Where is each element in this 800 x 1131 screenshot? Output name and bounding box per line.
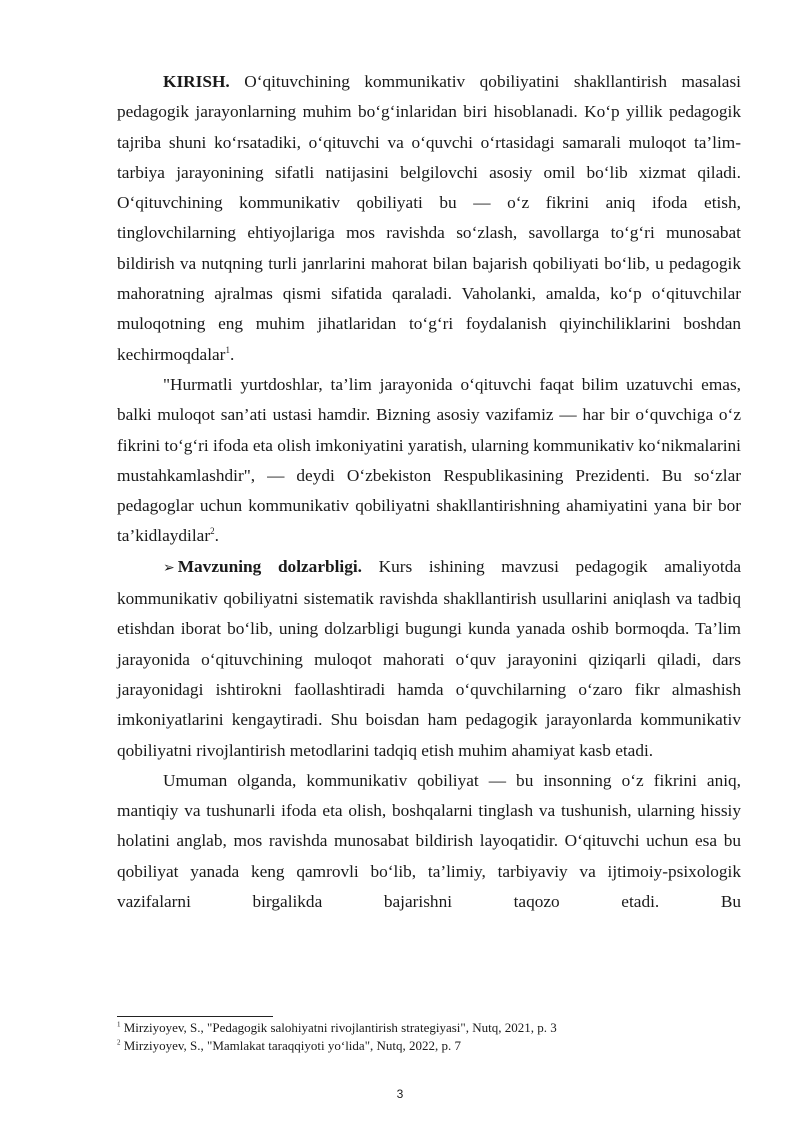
footnote-number: 1 [117,1020,121,1029]
footnote-text: Mirziyoyev, S., "Pedagogik salohiyatni rivojlantirish strategiyasi", Nutq, 2021, p. 3 [123,1020,557,1035]
paragraph-text: "Hurmatli yurtdoshlar, ta’lim jarayonida o‘qituvchi faqat bilim uzatuvchi emas, balki muloqot san’ati ustasi hamdir. Bizning asosiy vazifamiz — har bir o‘quvchiga o‘z fikrini to‘g‘ri ifoda eta olish imkoniyatini yaratish, ularning kommunikativ ko‘nikmalarini mustahkamlashdir", — deydi O‘zbekiston Respublikasining Prezidenti. Bu so‘zlar pedagoglar uchun kommunikativ qobiliyatni shakllantirishning ahamiyatini yana bir bor ta’kidlaydilar [117,374,741,546]
paragraph-end: . [214,526,219,546]
footnotes [117,1019,741,1055]
footnote-number: 2 [117,1038,121,1047]
section-heading-relevance: Mavzuning dolzarbligi. [177,556,362,576]
footnote-separator [117,1016,273,1017]
general-paragraph [117,766,741,917]
paragraph-text: O‘qituvchining kommunikativ qobiliyatini shakllantirish masalasi pedagogik jarayonlarning muhim bo‘g‘inlaridan biri hisoblanadi. Ko‘p yillik pedagogik tajriba shuni ko‘rsatadiki, o‘qituvchi va o‘quvchi o‘rtasidagi samarali muloqot ta’lim-tarbiya jarayonining sifatli natijasini belgilovchi asosiy omil bo‘lib xizmat qiladi. O‘qituvchining kommunikativ qobiliyati bu — o‘z fikrini aniq ifoda etish, tinglovchilarning ehtiyojlariga mos ravishda so‘zlash, savollarga to‘g‘ri munosabat bildirish va nutqning turli janrlarini mahorat bilan bajarish qobiliyati bo‘lib, u pedagogik mahoratning ajralmas qismi sifatida qaraladi. Vaholanki, amalda, ko‘p o‘qituvchilar muloqotning eng muhim jihatlaridan to‘g‘ri foydalanish qiyinchiliklarini boshdan kechirmoqdalar [117,72,741,364]
quote-paragraph [117,370,741,552]
footnote-text: Mirziyoyev, S., "Mamlakat taraqqiyoti yo‘lida", Nutq, 2022, p. 7 [123,1038,461,1053]
paragraph-text: Kurs ishining mavzusi pedagogik amaliyotda kommunikativ qobiliyatni sistematik ravishda shakllantirish usullarini aniqlash va tadbiq etishdan iborat bo‘lib, uning dolzarbligi bugungi kunda yanada oshib bormoqda. Ta’lim jarayonida o‘qituvchining muloqot mahorati o‘quv jarayonini qiziqarli qiladi, dars jarayonidagi ishtirokni faollashtiradi hamda o‘quvchilarning o‘zaro fikr almashish imkoniyatlarini kengaytiradi. Shu boisdan ham pedagogik jarayonlarda kommunikativ qobiliyatni rivojlantirish metodlarini tadqiq etish muhim ahamiyat kasb etadi. [117,556,742,760]
arrow-bullet-icon: ➢ [163,560,175,576]
relevance-paragraph [117,552,741,766]
paragraph-end: . [229,344,235,364]
page-number: 3 [396,1087,404,1101]
footnote-1 [117,1019,741,1037]
paragraph-text: Umuman olganda, kommunikativ qobiliyat — bu insonning o‘z fikrini aniq, mantiqiy va tushunarli ifoda eta olish, boshqalarni tinglash va tushunish, ularning hissiy holatini anglab, mos ravishda munosabat bildirish layoqatidir. O‘qituvchi uchun esa bu qobiliyat yanada keng qamrovli bo‘lib, ta’limiy, tarbiyaviy va ijtimoiy-psixologik vazifalarni birgalikda bajarishni taqozo etadi. Bu [117,770,741,912]
body-text [117,67,741,917]
footnote-2 [117,1037,741,1055]
footnote-ref-1[interactable]: 1 [225,344,230,355]
section-heading-kirish: KIRISH. [163,72,230,91]
footnote-ref-2[interactable]: 2 [210,526,215,537]
intro-paragraph [117,67,741,370]
